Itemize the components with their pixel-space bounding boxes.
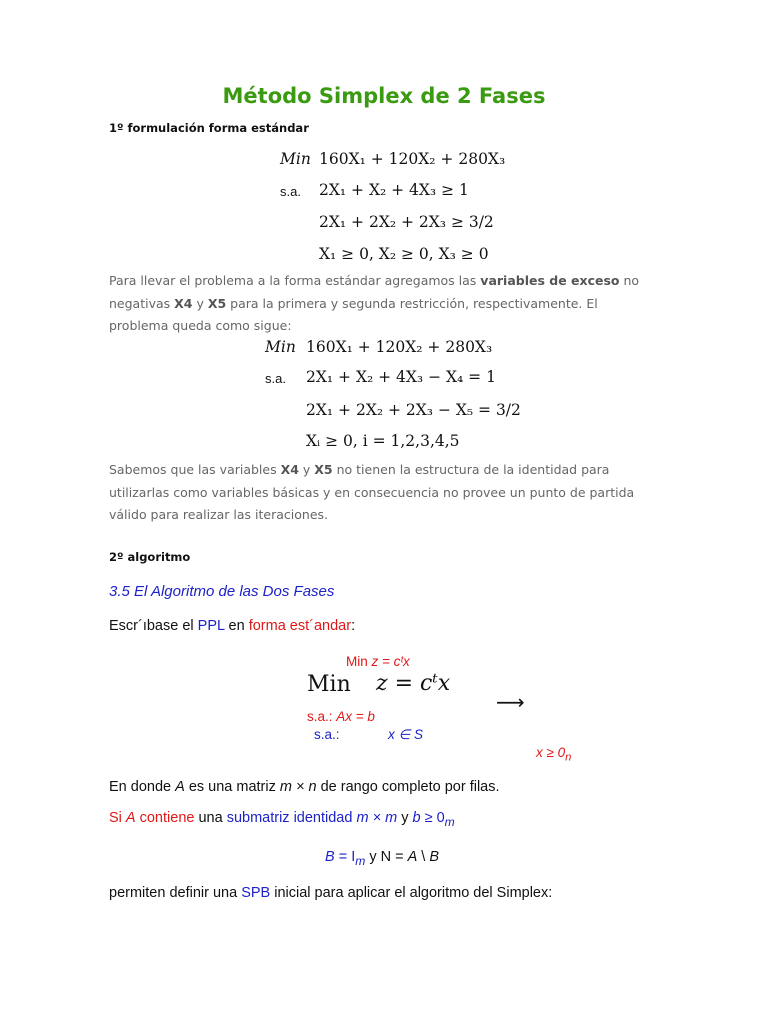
objective-expression: 160X₁ + 120X₂ + 280X₃: [306, 338, 493, 356]
constraint-2: 2X₁ + 2X₂ + 2X₃ − X₅ = 3/2: [306, 401, 521, 419]
constraint-1: 2X₁ + X₂ + 4X₃ ≥ 1: [319, 181, 469, 199]
small-objective: Min z = cᵗx: [346, 654, 410, 669]
identity-submatrix-line: Si A contiene una submatriz identidad m × m y $b \ge 0_m$: [109, 810, 455, 829]
subject-to-ax-b: s.a.: Ax = b: [307, 709, 375, 724]
big-objective: z = cᵗx: [376, 671, 451, 696]
constraint-nonneg: Xᵢ ≥ 0, i = 1,2,3,4,5: [306, 432, 460, 450]
algorithm-title: 3.5 El Algoritmo de las Dos Fases: [109, 583, 335, 600]
subject-to-x-in-s-label: s.a.:: [314, 727, 340, 742]
subject-to-label: s.a.: [280, 184, 301, 199]
section-heading-algorithm: 2º algoritmo: [109, 550, 191, 564]
right-arrow-icon: ⟶: [496, 690, 525, 714]
objective-label: Min: [265, 338, 296, 356]
paragraph-identity: Sabemos que las variables X4 y X5 no tienen la estructura de la identidad para utilizarlas como variables básicas y en consecuencia no provee un punto de partida válido para realizar las iteraciones.: [109, 462, 635, 522]
big-min-label: Min: [307, 672, 351, 697]
page-title: Método Simplex de 2 Fases: [222, 84, 546, 108]
paragraph-standard-form: Para llevar el problema a la forma estándar agregamos las variables de exceso no negativas X4 y X5 para la primera y segunda restricción, respectivamente. El problema queda como sigue:: [109, 273, 640, 333]
objective-expression: 160X₁ + 120X₂ + 280X₃: [319, 150, 506, 168]
constraint-2: 2X₁ + 2X₂ + 2X₃ ≥ 3/2: [319, 213, 494, 231]
constraint-nonneg: X₁ ≥ 0, X₂ ≥ 0, X₃ ≥ 0: [319, 245, 489, 263]
basis-definition: $B = I_m$ y N = A \ B: [325, 849, 440, 868]
standard-form-line: Escr´ıbase el PPL en forma est´andar:: [109, 618, 356, 634]
nonnegativity: $x \ge 0_n$: [536, 745, 572, 764]
constraint-1: 2X₁ + X₂ + 4X₃ − X₄ = 1: [306, 368, 496, 386]
subject-to-label: s.a.: [265, 371, 286, 386]
initial-spb-line: permiten definir una SPB inicial para aplicar el algoritmo del Simplex:: [109, 885, 553, 901]
objective-label: Min: [280, 150, 311, 168]
section-heading-formulation: 1º formulación forma estándar: [109, 121, 309, 135]
subject-to-x-in-s: x ∈ S: [388, 727, 424, 742]
matrix-rank-line: En donde A es una matriz m × n de rango completo por filas.: [109, 779, 500, 795]
